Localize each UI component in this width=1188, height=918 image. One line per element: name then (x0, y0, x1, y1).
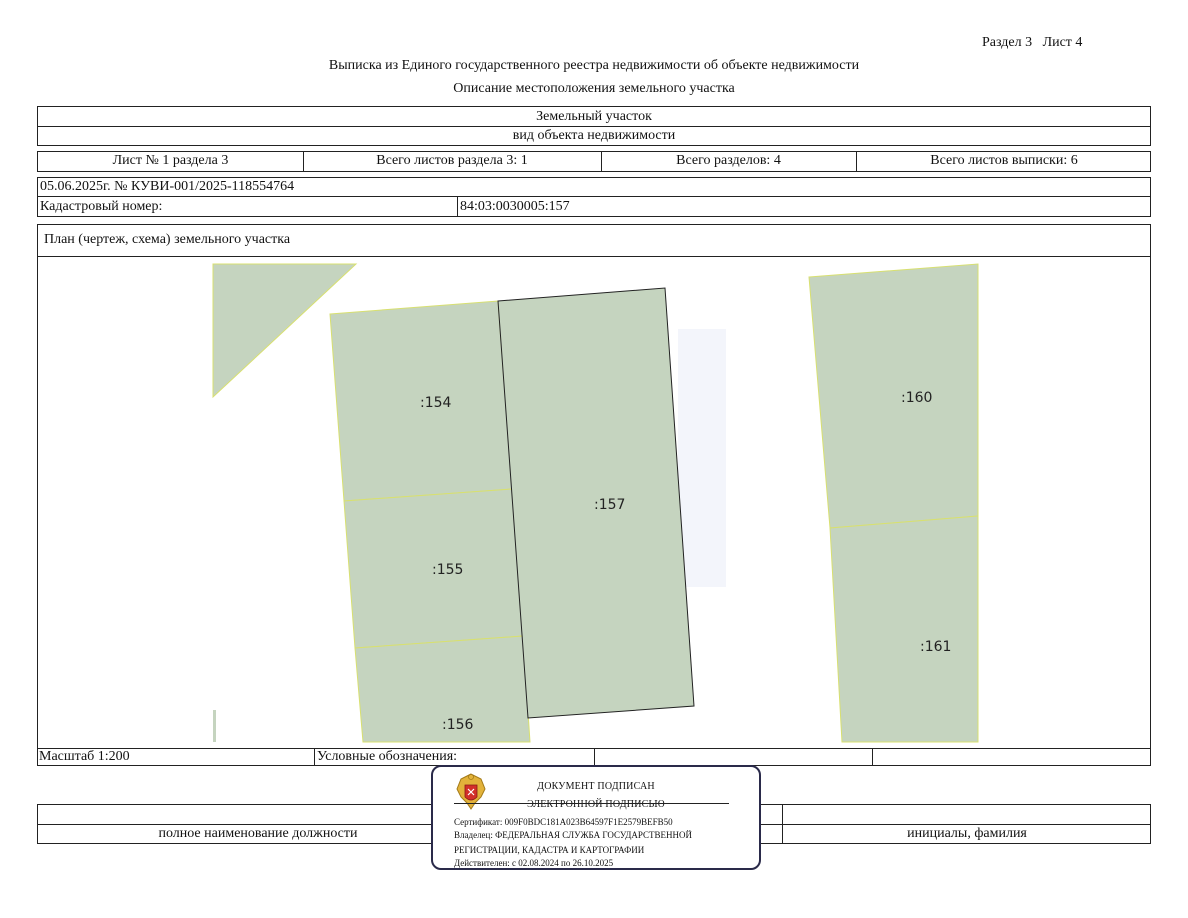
plan-title: План (чертеж, схема) земельного участка (44, 232, 291, 247)
parcel-label-156: :156 (442, 717, 474, 733)
scale-legend-row (37, 748, 1151, 766)
total-sheets-extract: Всего листов выписки: 6 (930, 153, 1078, 168)
object-name-cell (37, 106, 1151, 127)
record-date-number: 05.06.2025г. № КУВИ-001/2025-118554764 (40, 179, 295, 194)
stamp-owner-2: РЕГИСТРАЦИИ, КАДАСТРА И КАРТОГРАФИИ (454, 845, 645, 855)
parcel-label-161: :161 (920, 639, 952, 655)
parcel-label-157: :157 (594, 497, 626, 513)
document-title: Выписка из Единого государственного реестра недвижимости об объекте недвижимости (328, 58, 860, 73)
e-signature-stamp (431, 765, 761, 870)
stamp-certificate: Сертификат: 009F0BDC181A023B64597F1E2579BEFB50 (454, 817, 673, 827)
parcel-label-155: :155 (432, 562, 464, 578)
parcel-label-160: :160 (901, 390, 933, 406)
total-sections: Всего разделов: 4 (676, 153, 781, 168)
cadastral-number: 84:03:0030005:157 (460, 199, 570, 214)
object-type-cell (37, 126, 1151, 146)
plan-frame (37, 224, 1151, 766)
position-caption: полное наименование должности (158, 826, 358, 841)
object-name: Земельный участок (536, 108, 652, 124)
stamp-line-2: ЭЛЕКТРОННОЙ ПОДПИСЬЮ (527, 799, 665, 810)
stamp-line-1: ДОКУМЕНТ ПОДПИСАН (537, 781, 655, 792)
section-sheet-number: Раздел 3 Лист 4 (982, 35, 1083, 50)
parcel-label-154: :154 (420, 395, 452, 411)
total-sheets-section: Всего листов раздела 3: 1 (376, 153, 528, 168)
parcel-strip-left (213, 710, 216, 742)
legend-label: Условные обозначения: (317, 749, 458, 764)
parcel-160 (809, 264, 978, 528)
object-type-caption: вид объекта недвижимости (512, 128, 676, 143)
stamp-owner-1: Владелец: ФЕДЕРАЛЬНАЯ СЛУЖБА ГОСУДАРСТВЕННОЙ (454, 830, 693, 840)
document-subtitle: Описание местоположения земельного участка (453, 81, 735, 96)
sheet-number: Лист № 1 раздела 3 (112, 153, 229, 168)
cadastral-label: Кадастровый номер: (40, 199, 163, 214)
record-row (37, 177, 1151, 197)
scale-label: Масштаб 1:200 (39, 749, 130, 764)
cadastral-row (37, 196, 1151, 217)
map-background-shade (678, 329, 726, 587)
parcel-161 (830, 516, 978, 742)
stamp-validity: Действителен: с 02.08.2024 по 26.10.2025 (454, 858, 614, 868)
parcel-map (38, 225, 1150, 765)
initials-caption: инициалы, фамилия (907, 826, 1027, 841)
sheets-row (37, 151, 1151, 172)
